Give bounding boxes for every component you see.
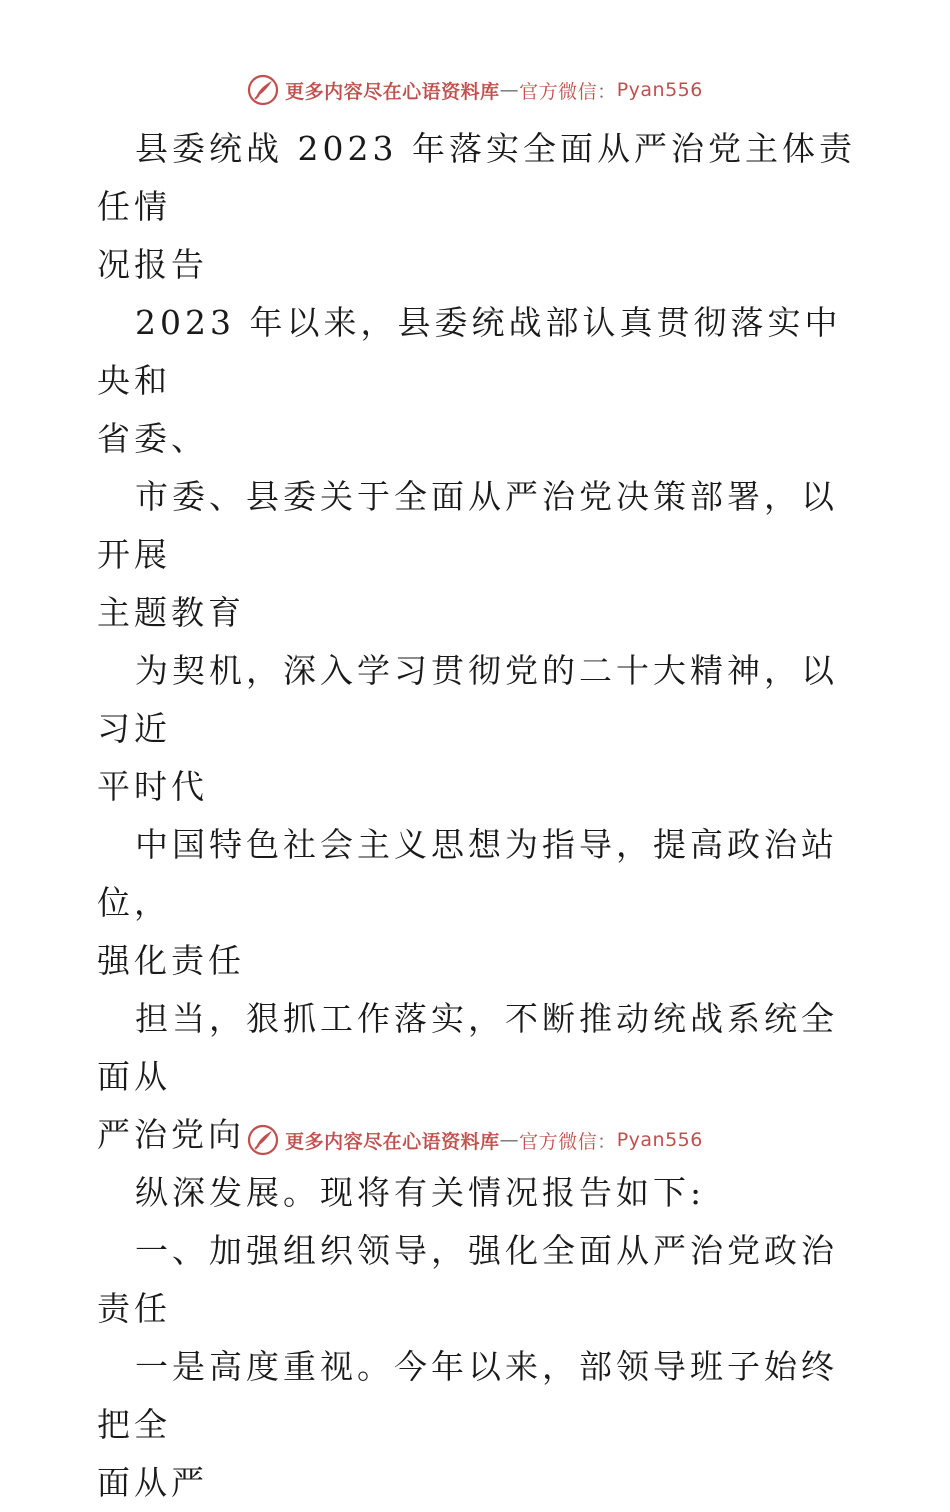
text-line: 市委、县委关于全面从严治党决策部署，以开展 (97, 477, 838, 574)
text-line: 一是高度重视。今年以来，部领导班子始终把全 (97, 1347, 838, 1444)
text-line: 纵深发展。现将有关情况报告如下: (135, 1173, 706, 1212)
text-line: 县委统战 2023 年落实全面从严治党主体责任情 (97, 129, 856, 226)
text-line: 平时代 (97, 767, 208, 806)
section-heading: 一、加强组织领导，强化全面从严治党政治责任 (97, 1231, 838, 1328)
header-watermark (0, 70, 950, 110)
watermark-separator: — (499, 79, 520, 101)
watermark-wechat-id: Pyan556 (616, 79, 703, 101)
text-line: 省委、 (97, 419, 208, 458)
watermark-library-name: 更多内容尽在心语资料库 (285, 80, 500, 103)
document-body (97, 120, 857, 1512)
watermark-wechat-label: 官方微信 (519, 1130, 598, 1153)
watermark-library-name: 更多内容尽在心语资料库 (285, 1130, 500, 1153)
text-line: 严治党向 (97, 1115, 245, 1154)
quill-pen-logo-icon (247, 74, 279, 106)
watermark-separator: — (499, 1129, 520, 1151)
watermark-wechat-id: Pyan556 (616, 1129, 703, 1151)
text-line: 强化责任 (97, 941, 245, 980)
watermark-wechat-label: 官方微信 (519, 80, 598, 103)
text-line: 2023 年以来，县委统战部认真贯彻落实中央和 (97, 303, 842, 400)
footer-watermark (0, 1120, 950, 1160)
quill-pen-logo-icon (247, 1124, 279, 1156)
watermark-colon: ： (597, 1130, 617, 1153)
text-line: 中国特色社会主义思想为指导，提高政治站位， (97, 825, 838, 922)
text-line: 担当，狠抓工作落实，不断推动统战系统全面从 (97, 999, 838, 1096)
watermark-colon: ： (597, 80, 617, 103)
text-line: 主题教育 (97, 593, 245, 632)
text-line: 面从严 (97, 1463, 208, 1502)
text-line: 为契机，深入学习贯彻党的二十大精神，以习近 (97, 651, 838, 748)
text-line: 况报告 (97, 245, 208, 284)
